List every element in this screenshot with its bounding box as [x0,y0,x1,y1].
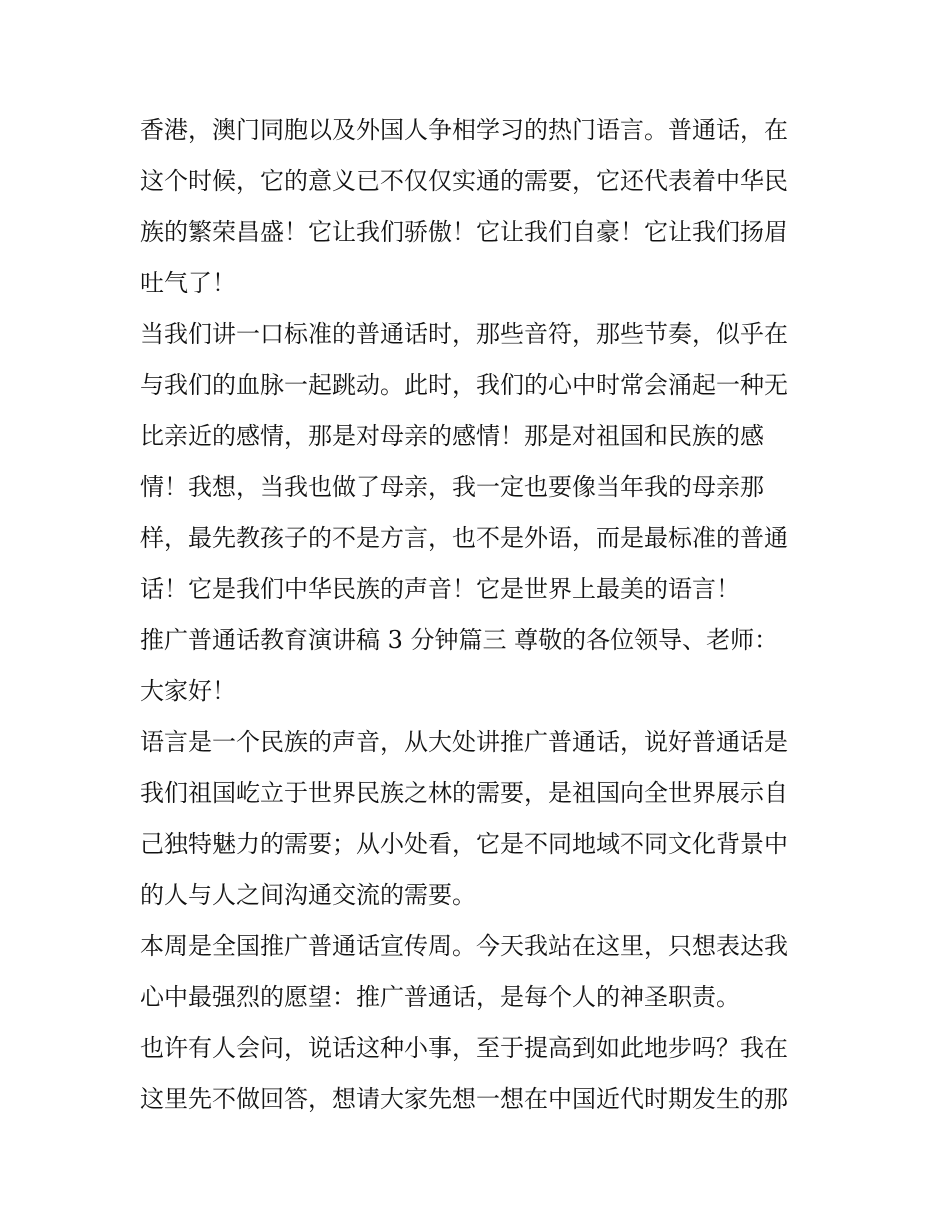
text-line: 我们祖国屹立于世界民族之林的需要，是祖国向全世界展示自 [140,779,788,807]
text-line: 吐气了！ [140,269,236,297]
text-line: 样，最先教孩子的不是方言，也不是外语，而是最标准的普通 [140,524,788,552]
text-line: 情！我想，当我也做了母亲，我一定也要像当年我的母亲那 [140,473,764,501]
text-line: 这个时候，它的意义已不仅仅实通的需要，它还代表着中华民 [140,167,788,195]
text-line: 香港，澳门同胞以及外国人争相学习的热门语言。普通话，在 [140,116,788,144]
text-line: 族的繁荣昌盛！它让我们骄傲！它让我们自豪！它让我们扬眉 [140,218,788,246]
greeting-line: 大家好！ [140,677,236,705]
text-line: 也许有人会问，说话这种小事，至于提高到如此地步吗？我在 [140,1034,788,1062]
text-line: 比亲近的感情，那是对母亲的感情！那是对祖国和民族的感 [140,422,764,450]
text-line: 的人与人之间沟通交流的需要。 [140,881,476,909]
text-line: 话！它是我们中华民族的声音！它是世界上最美的语言！ [140,575,740,603]
text-line: 当我们讲一口标准的普通话时，那些音符，那些节奏，似乎在 [140,320,788,348]
section-heading-line: 推广普通话教育演讲稿 3 分钟篇三 尊敬的各位领导、老师： [140,626,779,654]
document-body [140,105,820,1125]
text-line: 这里先不做回答，想请大家先想一想在中国近代时期发生的那 [140,1085,788,1113]
text-line: 心中最强烈的愿望：推广普通话，是每个人的神圣职责。 [140,983,740,1011]
text-line: 与我们的血脉一起跳动。此时，我们的心中时常会涌起一种无 [140,371,788,399]
text-line: 语言是一个民族的声音，从大处讲推广普通话，说好普通话是 [140,728,788,756]
text-line: 己独特魅力的需要；从小处看，它是不同地域不同文化背景中 [140,830,788,858]
text-line: 本周是全国推广普通话宣传周。今天我站在这里，只想表达我 [140,932,788,960]
